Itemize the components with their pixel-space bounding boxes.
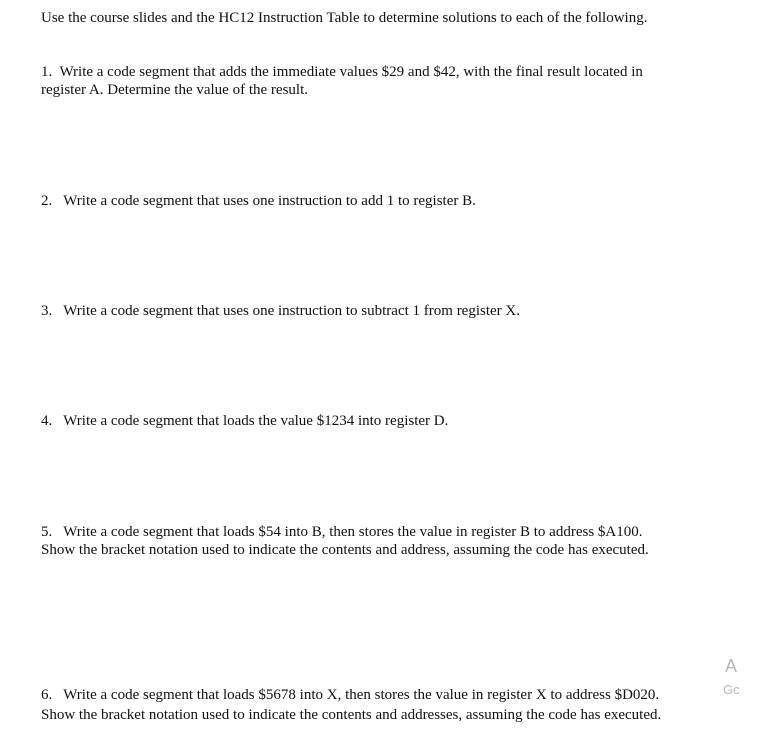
question-3-line-1: 3. Write a code segment that uses one instruction to subtract 1 from register X. (41, 303, 521, 319)
question-6-line-2: Show the bracket notation used to indicate the contents and addresses, assuming the code has executed. (41, 707, 662, 723)
question-2-number: 2. (41, 193, 53, 209)
question-5-line-1: 5. Write a code segment that loads $54 into B, then stores the value in register B to address $A100. (41, 524, 643, 540)
question-6-line-1: 6. Write a code segment that loads $5678 into X, then stores the value in register X to address $D020. (41, 687, 660, 703)
question-1-line-2: register A. Determine the value of the result. (41, 82, 308, 98)
question-6-number: 6. (41, 687, 53, 703)
overlay-text: Gc (723, 682, 740, 697)
question-2-line-1: 2. Write a code segment that uses one instruction to add 1 to register B. (41, 193, 476, 209)
question-3-number: 3. (41, 303, 53, 319)
overlay-letter: A (725, 656, 738, 676)
question-1-number: 1. (41, 64, 53, 80)
instructions-text: Use the course slides and the HC12 Instruction Table to determine solutions to each of the following. (41, 10, 648, 26)
question-5-number: 5. (41, 524, 53, 540)
question-1-line-1: 1. Write a code segment that adds the immediate values $29 and $42, with the final result located in (41, 64, 643, 80)
question-5-line-2: Show the bracket notation used to indicate the contents and address, assuming the code has executed. (41, 542, 649, 558)
question-4-line-1: 4. Write a code segment that loads the value $1234 into register D. (41, 413, 449, 429)
question-4-number: 4. (41, 413, 53, 429)
